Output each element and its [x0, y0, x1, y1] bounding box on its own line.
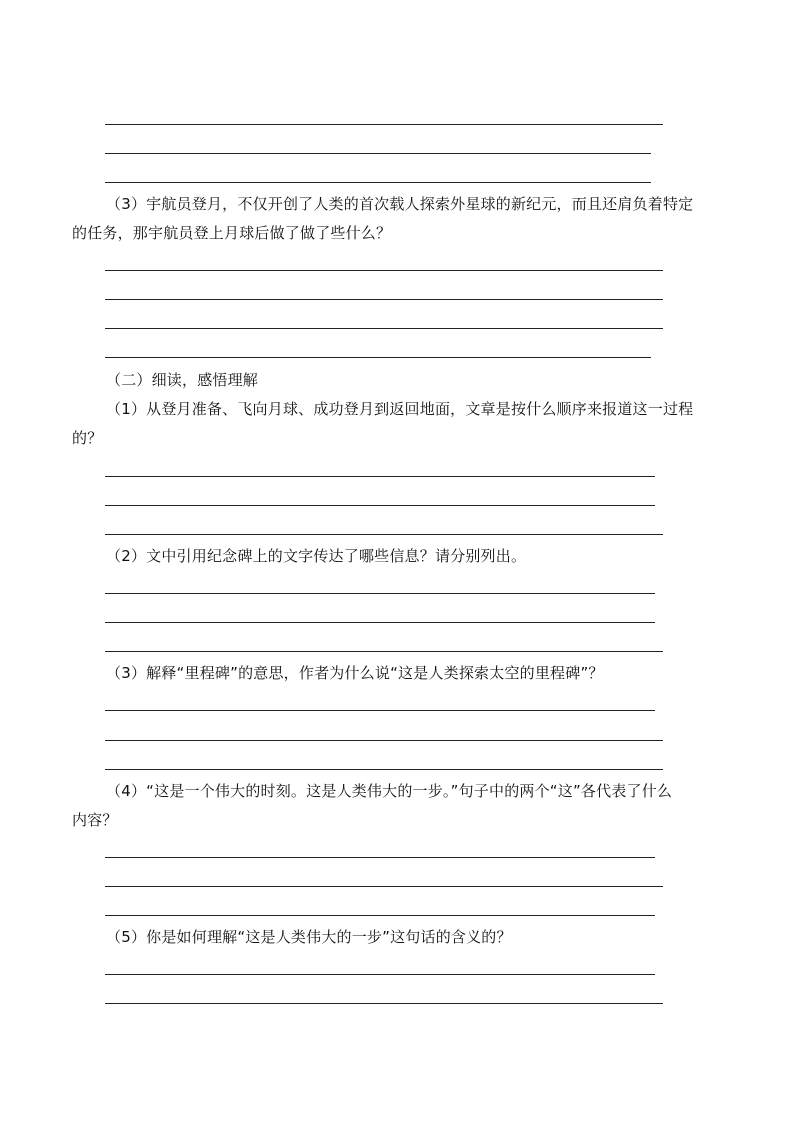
answer-line[interactable] — [105, 769, 663, 770]
answer-line[interactable] — [105, 1003, 663, 1004]
answer-line[interactable] — [105, 505, 655, 506]
question-3-line-2: 的任务，那宇航员登上月球后做了做了些什么？ — [72, 224, 392, 242]
answer-line[interactable] — [105, 593, 655, 594]
answer-line[interactable] — [105, 622, 655, 623]
question-3-line-1: （3）宇航员登月，不仅开创了人类的首次载人探索外星球的新纪元，而且还肩负着特定 — [106, 195, 694, 213]
answer-line[interactable] — [105, 153, 651, 154]
answer-line[interactable] — [105, 857, 655, 858]
section-heading: （二）细读，感悟理解 — [106, 371, 259, 389]
question-5: （5）你是如何理解“这是人类伟大的一步”这句话的含义的？ — [106, 928, 512, 946]
answer-line[interactable] — [105, 534, 663, 535]
question-4-line-2: 内容？ — [72, 811, 118, 829]
answer-line[interactable] — [105, 124, 663, 125]
answer-line[interactable] — [105, 270, 663, 271]
answer-line[interactable] — [105, 974, 655, 975]
answer-line[interactable] — [105, 476, 655, 477]
question-2: （2）文中引用纪念碑上的文字传达了哪些信息？请分别列出。 — [106, 547, 527, 565]
answer-line[interactable] — [105, 357, 651, 358]
question-1-line-1: （1）从登月准备、飞向月球、成功登月到返回地面，文章是按什么顺序来报道这一过程 — [106, 400, 694, 418]
question-4-line-1: （4）“这是一个伟大的时刻。这是人类伟大的一步。”句子中的两个“这”各代表了什么 — [106, 782, 673, 800]
answer-line[interactable] — [105, 710, 655, 711]
answer-line[interactable] — [105, 886, 663, 887]
answer-line[interactable] — [105, 740, 663, 741]
answer-line[interactable] — [105, 328, 663, 329]
answer-line[interactable] — [105, 299, 663, 300]
question-3: （3）解释“里程碑”的意思，作者为什么说“这是人类探索太空的里程碑”？ — [106, 664, 604, 682]
answer-line[interactable] — [105, 182, 651, 183]
answer-line[interactable] — [105, 651, 663, 652]
question-1-line-2: 的？ — [72, 429, 103, 447]
answer-line[interactable] — [105, 915, 655, 916]
